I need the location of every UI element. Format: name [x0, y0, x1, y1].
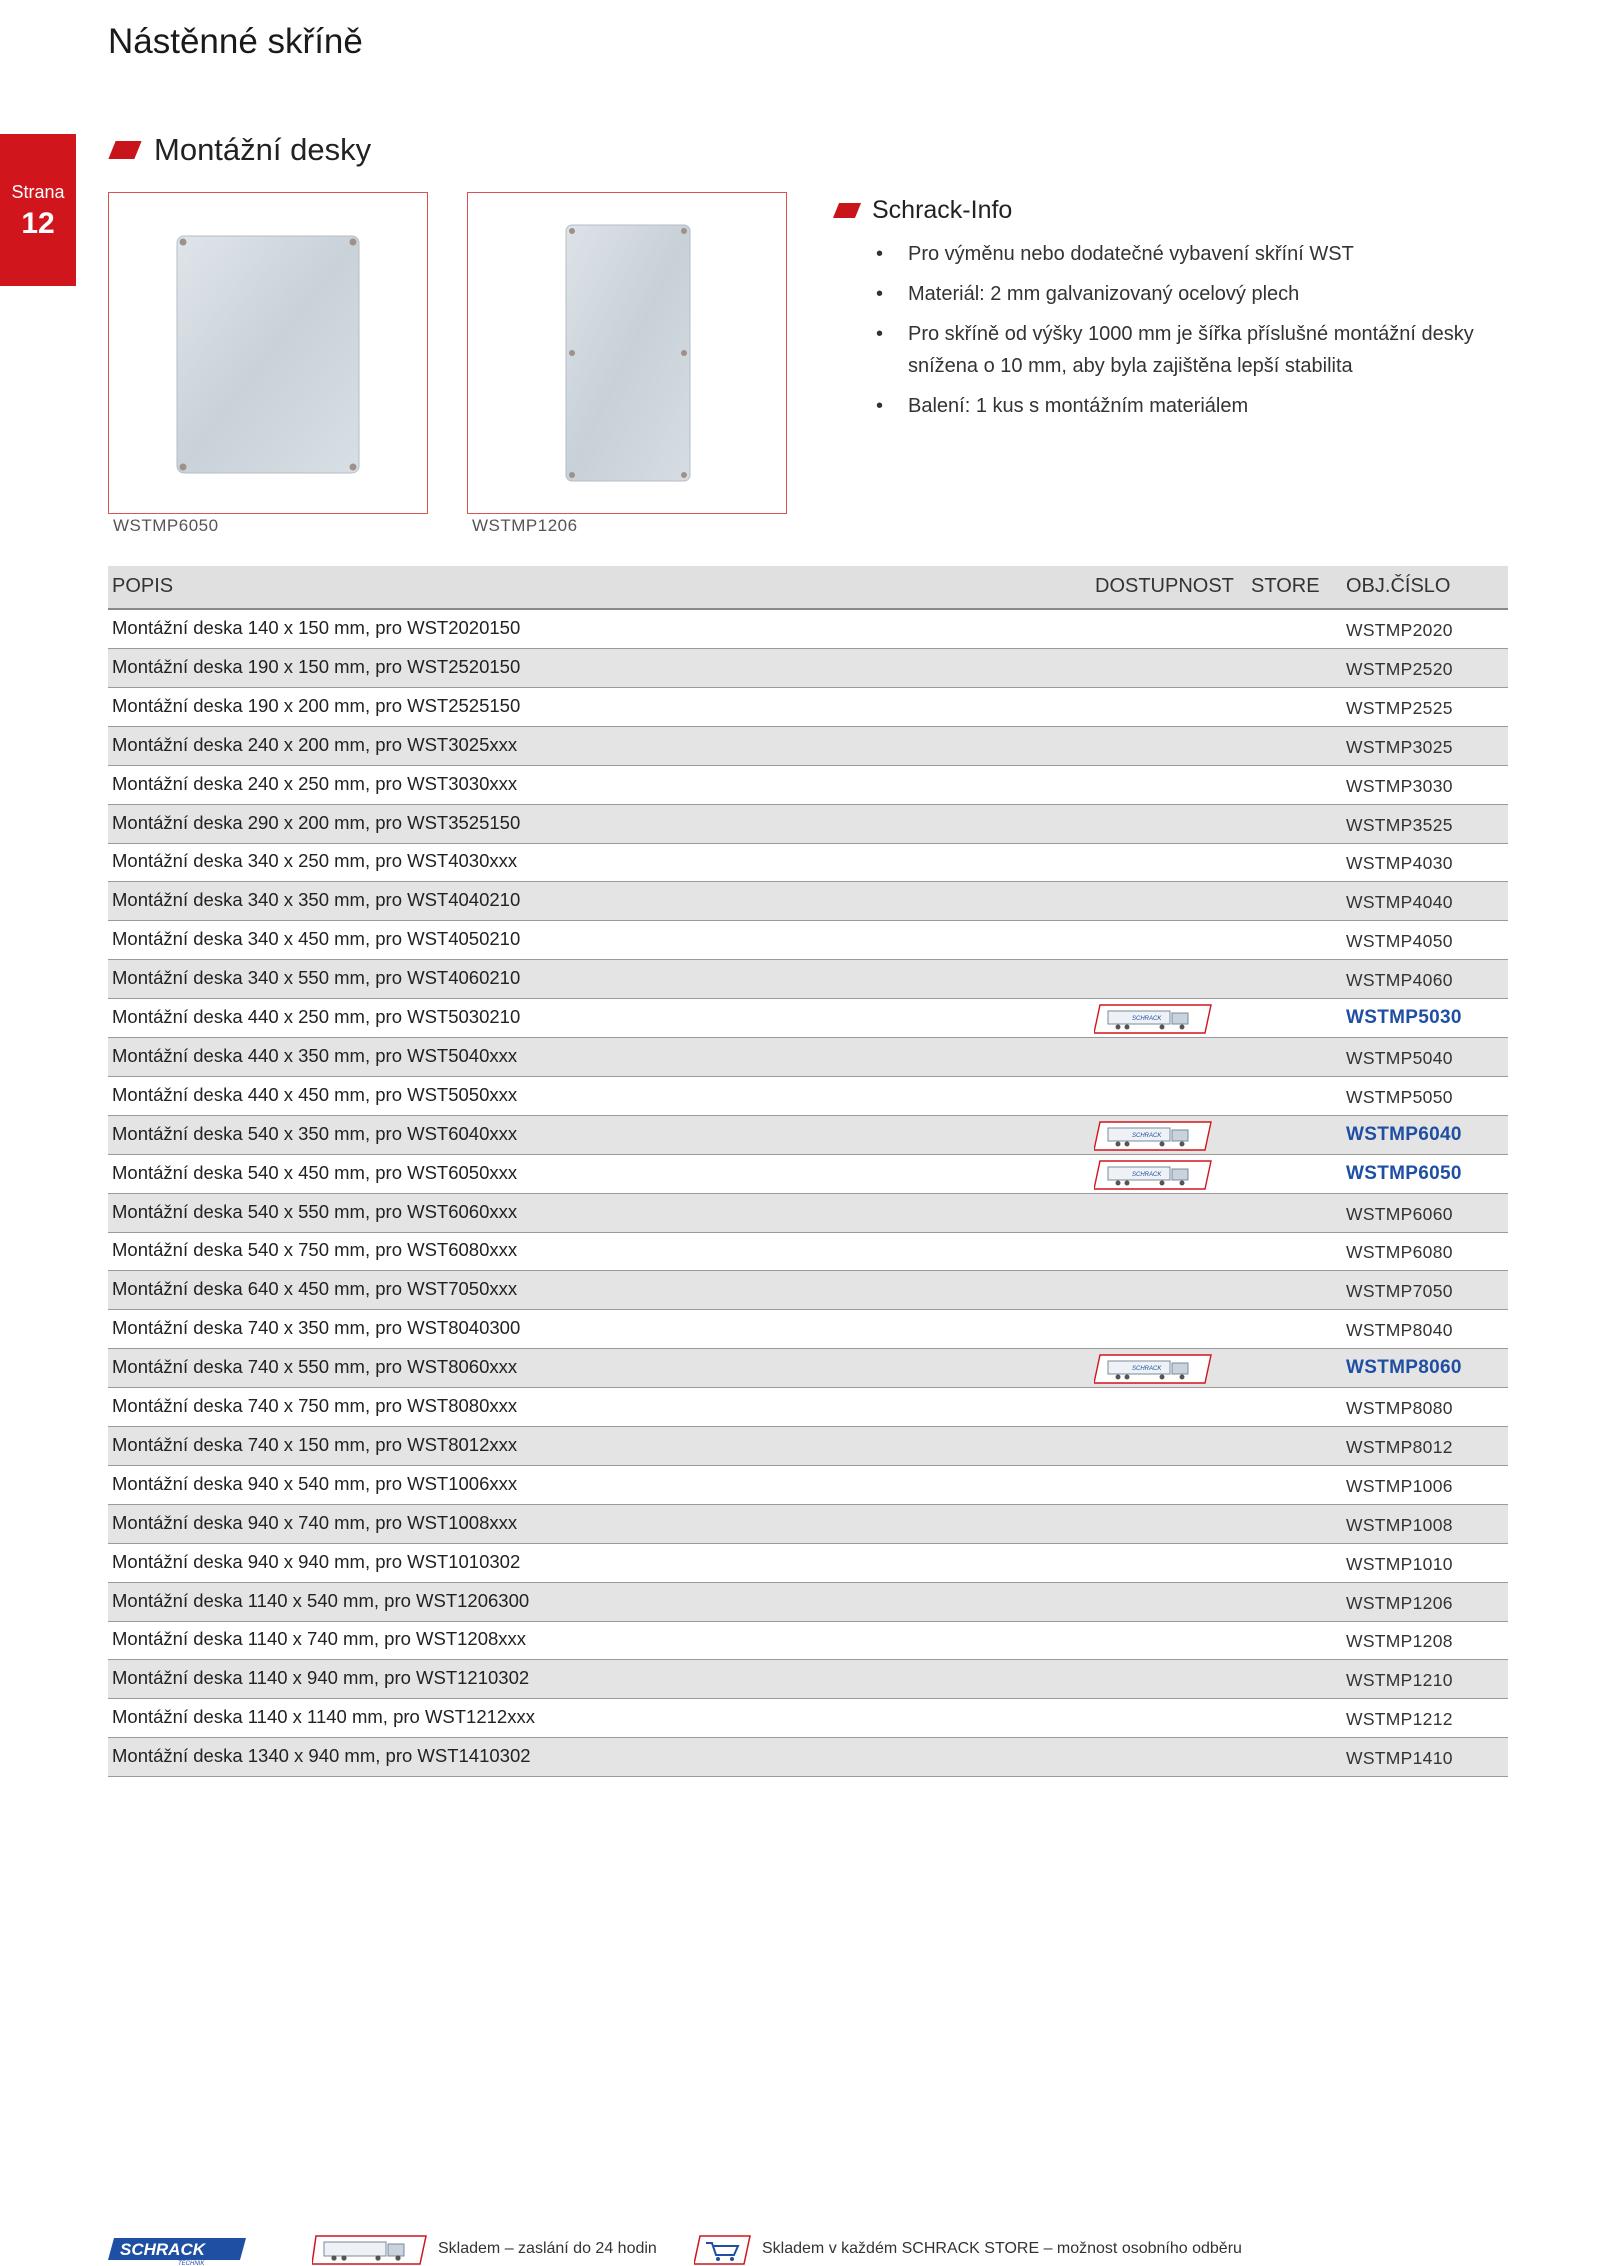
- header-obj-cislo: OBJ.ČÍSLO: [1346, 575, 1451, 597]
- legend-truck: Skladem – zaslání do 24 hodin: [438, 2240, 657, 2257]
- row-description: Montážní deska 540 x 450 mm, pro WST6050xxx: [112, 1161, 518, 1183]
- order-number: WSTMP8012: [1346, 1436, 1453, 1457]
- order-number: WSTMP2525: [1346, 697, 1453, 718]
- row-description: Montážní deska 640 x 450 mm, pro WST7050xxx: [112, 1278, 518, 1300]
- row-description: Montážní deska 1140 x 1140 mm, pro WST1212xxx: [112, 1706, 535, 1728]
- table-row: [108, 727, 1508, 766]
- order-number: WSTMP4030: [1346, 853, 1453, 874]
- schrack-logo: [108, 2236, 248, 2266]
- table-row: [108, 1038, 1508, 1077]
- mounting-plate-image: [468, 193, 786, 513]
- row-description: Montážní deska 1140 x 740 mm, pro WST1208xxx: [112, 1628, 527, 1650]
- section-marker-icon: [108, 141, 141, 159]
- table-row: [108, 649, 1508, 688]
- row-description: Montážní deska 240 x 250 mm, pro WST3030xxx: [112, 772, 518, 794]
- row-description: Montážní deska 1140 x 940 mm, pro WST1210302: [112, 1667, 530, 1689]
- truck-icon: [312, 2234, 428, 2266]
- table-row: [108, 1544, 1508, 1583]
- availability-truck-icon: [1094, 1121, 1212, 1151]
- table-row: [108, 882, 1508, 921]
- table-header: [108, 566, 1508, 610]
- page-title: Nástěnné skříně: [108, 22, 363, 61]
- order-number: WSTMP3025: [1346, 736, 1453, 757]
- row-description: Montážní deska 940 x 540 mm, pro WST1006xxx: [112, 1472, 518, 1494]
- order-number[interactable]: WSTMP6050: [1346, 1162, 1462, 1184]
- footer: [108, 2236, 1508, 2266]
- order-number: WSTMP1006: [1346, 1475, 1453, 1496]
- order-number[interactable]: WSTMP5030: [1346, 1007, 1462, 1028]
- image-caption-1: WSTMP6050: [113, 516, 219, 535]
- order-number: WSTMP1212: [1346, 1709, 1453, 1730]
- order-number: WSTMP2520: [1346, 658, 1453, 679]
- row-description: Montážní deska 340 x 350 mm, pro WST4040210: [112, 889, 521, 911]
- row-description: Montážní deska 440 x 250 mm, pro WST5030210: [112, 1006, 521, 1027]
- table-row: [108, 1505, 1508, 1544]
- svg-text:SCHRACK: SCHRACK: [1132, 1171, 1162, 1178]
- table-row: [108, 1621, 1508, 1660]
- svg-text:TECHNIK: TECHNIK: [178, 2261, 205, 2266]
- table-row: [108, 1116, 1508, 1155]
- order-number[interactable]: WSTMP8060: [1346, 1357, 1462, 1379]
- order-number: WSTMP6080: [1346, 1242, 1453, 1263]
- order-number: WSTMP1210: [1346, 1670, 1453, 1691]
- availability-truck-icon: [1094, 1004, 1212, 1034]
- header-dostupnost: DOSTUPNOST: [1095, 575, 1234, 597]
- product-image-2: [467, 192, 787, 514]
- info-title: [836, 196, 1012, 225]
- row-description: Montážní deska 1340 x 940 mm, pro WST1410302: [112, 1745, 531, 1767]
- order-number: WSTMP3525: [1346, 814, 1453, 835]
- table-row: [108, 921, 1508, 960]
- order-number: WSTMP7050: [1346, 1281, 1453, 1302]
- table-row: [108, 1427, 1508, 1466]
- table-row: [108, 805, 1508, 844]
- table-row: [108, 766, 1508, 805]
- order-number: WSTMP8040: [1346, 1320, 1453, 1341]
- row-description: Montážní deska 740 x 550 mm, pro WST8060xxx: [112, 1356, 518, 1378]
- order-number: WSTMP1410: [1346, 1748, 1453, 1769]
- row-description: Montážní deska 440 x 450 mm, pro WST5050xxx: [112, 1083, 518, 1105]
- page-tab: [0, 134, 76, 286]
- row-description: Montážní deska 340 x 550 mm, pro WST4060210: [112, 967, 521, 989]
- row-description: Montážní deska 740 x 750 mm, pro WST8080xxx: [112, 1395, 518, 1416]
- order-number: WSTMP4040: [1346, 892, 1453, 913]
- table-row: [108, 1388, 1508, 1427]
- row-description: Montážní deska 290 x 200 mm, pro WST3525150: [112, 811, 521, 833]
- availability-truck-icon: [1094, 1354, 1212, 1384]
- table-row: [108, 999, 1508, 1038]
- row-description: Montážní deska 240 x 200 mm, pro WST3025xxx: [112, 733, 518, 755]
- order-number: WSTMP1008: [1346, 1514, 1453, 1535]
- row-description: Montážní deska 190 x 150 mm, pro WST2520150: [112, 655, 521, 677]
- row-description: Montážní deska 740 x 350 mm, pro WST8040300: [112, 1317, 521, 1339]
- row-description: Montážní deska 140 x 150 mm, pro WST2020150: [112, 617, 521, 638]
- table-row: [108, 1699, 1508, 1738]
- svg-text:SCHRACK: SCHRACK: [1132, 1132, 1162, 1139]
- svg-text:SCHRACK: SCHRACK: [120, 2240, 205, 2259]
- order-number: WSTMP8080: [1346, 1398, 1453, 1418]
- order-number: WSTMP1208: [1346, 1631, 1453, 1652]
- row-description: Montážní deska 1140 x 540 mm, pro WST1206300: [112, 1589, 530, 1611]
- table-row: [108, 843, 1508, 882]
- order-number: WSTMP1010: [1346, 1553, 1453, 1574]
- table-row: [108, 1738, 1508, 1777]
- row-description: Montážní deska 740 x 150 mm, pro WST8012xxx: [112, 1433, 518, 1455]
- store-cart-icon: [694, 2234, 752, 2266]
- table-row: [108, 1271, 1508, 1310]
- table-row: [108, 688, 1508, 727]
- order-number[interactable]: WSTMP6040: [1346, 1123, 1462, 1145]
- info-title-text: Schrack-Info: [872, 196, 1013, 224]
- svg-text:SCHRACK: SCHRACK: [1132, 1366, 1162, 1373]
- info-marker-icon: [833, 203, 861, 218]
- table-row: [108, 1583, 1508, 1622]
- row-description: Montážní deska 540 x 550 mm, pro WST6060xxx: [112, 1200, 518, 1222]
- legend-store: Skladem v každém SCHRACK STORE – možnost osobního odběru: [762, 2240, 1242, 2257]
- order-number: WSTMP4050: [1346, 931, 1453, 952]
- row-description: Montážní deska 540 x 350 mm, pro WST6040xxx: [112, 1122, 518, 1144]
- order-number: WSTMP5050: [1346, 1086, 1453, 1107]
- header-popis: POPIS: [112, 575, 174, 597]
- order-number: WSTMP1206: [1346, 1592, 1453, 1613]
- product-image-1: [108, 192, 428, 514]
- info-bullet: • Materiál: 2 mm galvanizovaný ocelový plech: [872, 278, 1522, 310]
- order-number: WSTMP3030: [1346, 775, 1453, 796]
- table-row: [108, 1077, 1508, 1116]
- info-bullet: • Balení: 1 kus s montážním materiálem: [872, 390, 1522, 422]
- row-description: Montážní deska 940 x 940 mm, pro WST1010302: [112, 1550, 521, 1572]
- availability-truck-icon: [1094, 1160, 1212, 1190]
- section-title: [112, 132, 371, 168]
- info-bullets: [872, 238, 1522, 430]
- image-caption-2: WSTMP1206: [472, 516, 578, 535]
- info-bullet: • Pro skříně od výšky 1000 mm je šířka příslušné montážní desky snížena o 10 mm, aby byla zajištěna lepší stabilita: [872, 318, 1522, 382]
- mounting-plate-image: [109, 193, 427, 513]
- table-row: [108, 960, 1508, 999]
- section-title-text: Montážní desky: [154, 132, 372, 167]
- order-number: WSTMP5040: [1346, 1047, 1453, 1068]
- order-number: WSTMP4060: [1346, 970, 1453, 991]
- row-description: Montážní deska 340 x 450 mm, pro WST4050210: [112, 928, 521, 950]
- table-row: [108, 1194, 1508, 1233]
- svg-text:SCHRACK: SCHRACK: [1132, 1016, 1162, 1022]
- table-row: [108, 1155, 1508, 1194]
- table-row: [108, 1232, 1508, 1271]
- row-description: Montážní deska 190 x 200 mm, pro WST2525150: [112, 694, 521, 716]
- row-description: Montážní deska 340 x 250 mm, pro WST4030xxx: [112, 850, 518, 872]
- info-bullet: • Pro výměnu nebo dodatečné vybavení skříní WST: [872, 238, 1522, 270]
- table-row: [108, 1660, 1508, 1699]
- table-row: [108, 1310, 1508, 1349]
- order-number: WSTMP6060: [1346, 1203, 1453, 1224]
- row-description: Montážní deska 940 x 740 mm, pro WST1008xxx: [112, 1511, 518, 1533]
- row-description: Montážní deska 440 x 350 mm, pro WST5040xxx: [112, 1044, 518, 1066]
- table-row: [108, 1349, 1508, 1388]
- order-number: WSTMP2020: [1346, 620, 1453, 640]
- header-store: STORE: [1251, 575, 1320, 597]
- page-number: 12: [21, 207, 55, 240]
- table-row: [108, 1466, 1508, 1505]
- page-tab-label: Strana: [11, 182, 65, 202]
- row-description: Montážní deska 540 x 750 mm, pro WST6080xxx: [112, 1239, 518, 1261]
- table-row: [108, 610, 1508, 649]
